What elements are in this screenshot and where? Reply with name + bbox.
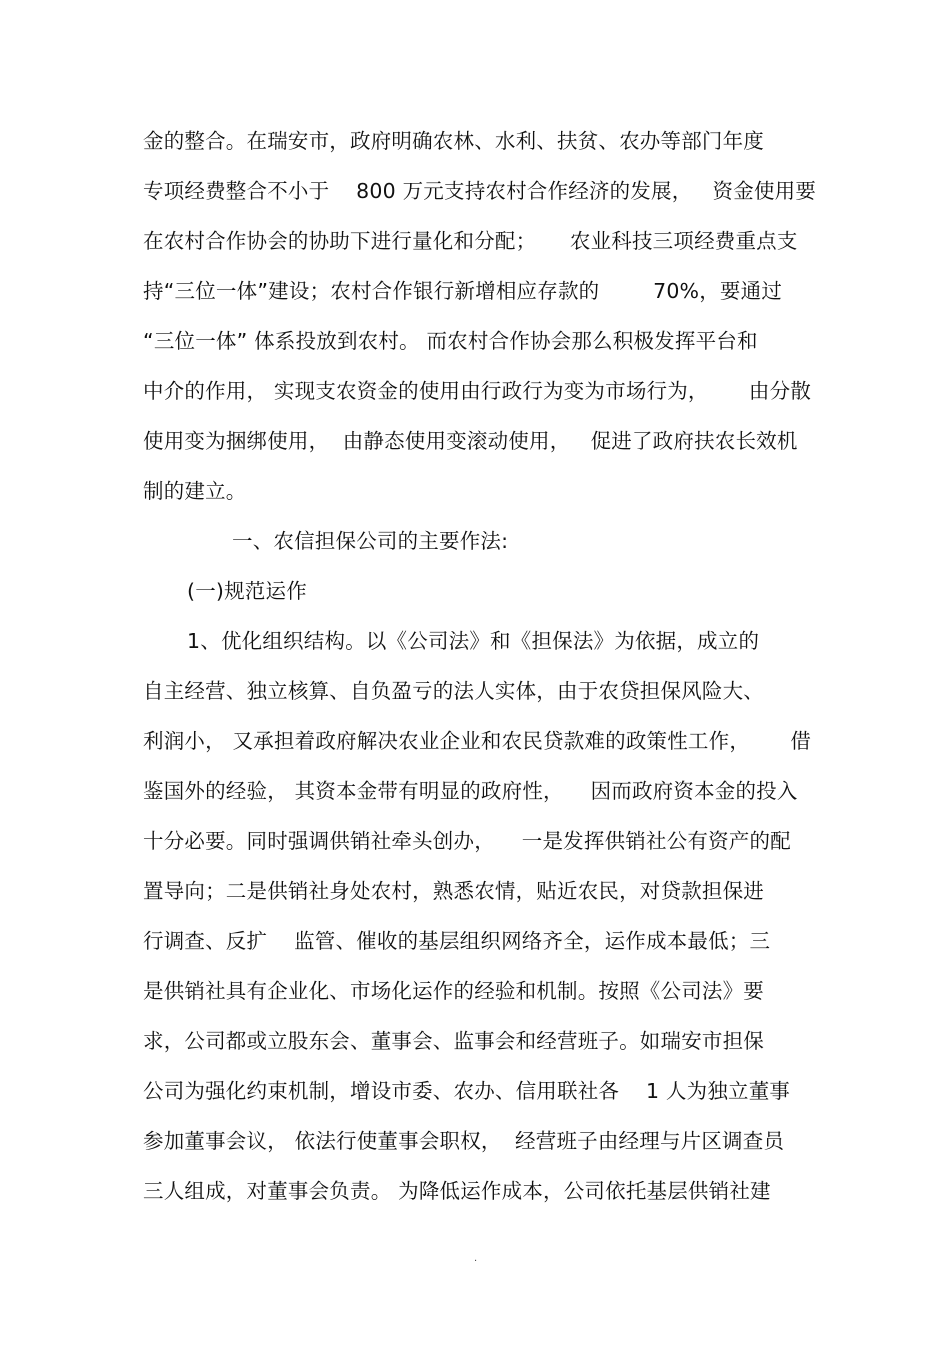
text-line-1: 金的整合。在瑞安市，政府明确农林、水利、扶贫、农办等部门年度: [143, 129, 764, 153]
text-line-4: 持“三位一体”建设；农村合作银行新增相应存款的 70%，要通过: [143, 279, 783, 303]
text-line-21: 参加董事会议， 依法行使董事会职权， 经营班子由经理与片区调查员: [143, 1129, 785, 1153]
text-line-17: 行调查、反扩 监管、催收的基层组织网络齐全，运作成本最低；三: [143, 929, 771, 953]
text-line-11: 1、优化组织结构。以《公司法》和《担保法》为依据，成立的: [187, 629, 760, 653]
text-line-14: 鉴国外的经验， 其资本金带有明显的政府性， 因而政府资本金的投入: [143, 779, 798, 803]
section-heading: 一、农信担保公司的主要作法:: [232, 529, 509, 553]
text-line-13: 利润小， 又承担着政府解决农业企业和农民贷款难的政策性工作， 借: [143, 729, 812, 753]
text-line-18: 是供销社具有企业化、市场化运作的经验和机制。按照《公司法》要: [143, 979, 764, 1003]
text-line-22: 三人组成，对董事会负责。 为降低运作成本，公司依托基层供销社建: [143, 1179, 771, 1203]
text-line-16: 置导向；二是供销社身处农村，熟悉农情，贴近农民，对贷款担保进: [143, 879, 764, 903]
subsection-heading: (一)规范运作: [187, 579, 307, 603]
page-footer-mark: .: [474, 1253, 478, 1264]
text-line-7: 使用变为捆绑使用， 由静态使用变滚动使用， 促进了政府扶农长效机: [143, 429, 798, 453]
text-line-2: 专项经费整合不小于 800 万元支持农村合作经济的发展， 资金使用要: [143, 179, 817, 203]
text-line-5: “三位一体” 体系投放到农村。 而农村合作协会那么积极发挥平台和: [143, 329, 758, 353]
text-line-8: 制的建立。: [143, 479, 247, 503]
text-line-15: 十分必要。同时强调供销社牵头创办， 一是发挥供销社公有资产的配: [143, 829, 791, 853]
text-line-3: 在农村合作协会的协助下进行量化和分配； 农业科技三项经费重点支: [143, 229, 798, 253]
text-line-20: 公司为强化约束机制，增设市委、农办、信用联社各 1 人为独立董事: [143, 1079, 791, 1103]
text-line-6: 中介的作用， 实现支农资金的使用由行政行为变为市场行为， 由分散: [143, 379, 812, 403]
text-line-19: 求，公司都或立股东会、董事会、监事会和经营班子。如瑞安市担保: [143, 1029, 764, 1053]
text-line-12: 自主经营、独立核算、自负盈亏的法人实体，由于农贷担保风险大、: [143, 679, 764, 703]
